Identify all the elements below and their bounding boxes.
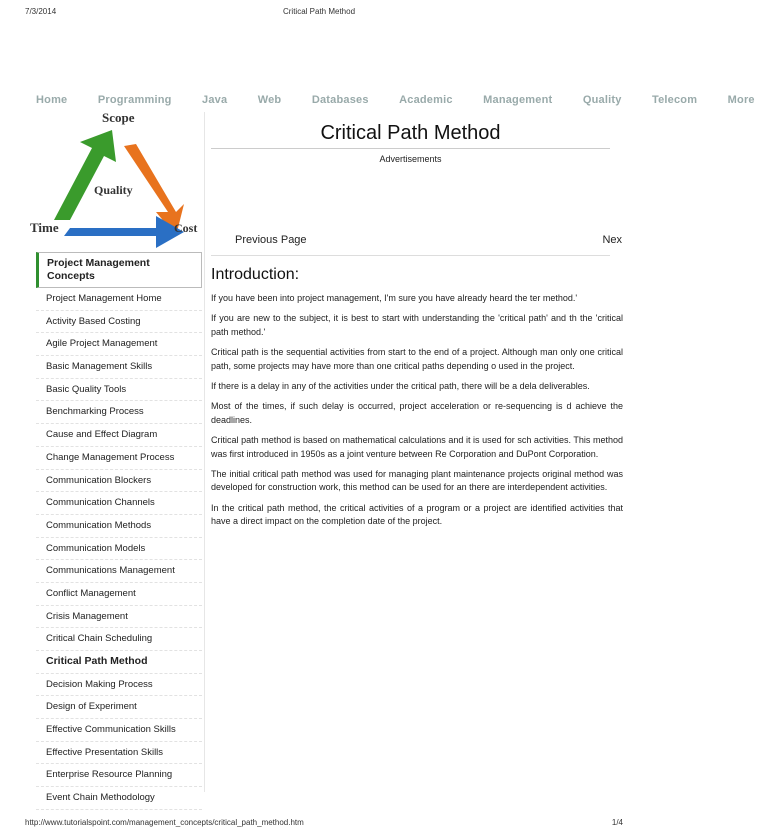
logo-quality-label: Quality xyxy=(94,183,133,197)
sidebar xyxy=(36,252,202,810)
nav-quality[interactable]: Quality xyxy=(582,94,622,106)
nav-java[interactable]: Java xyxy=(202,94,228,106)
advertisements-label: Advertisements xyxy=(379,154,442,164)
sidebar-title: Project Management Concepts xyxy=(36,252,202,288)
sidebar-item[interactable]: Project Management Home xyxy=(36,288,202,311)
top-navigation xyxy=(36,90,755,106)
sidebar-list xyxy=(36,288,202,810)
nav-management[interactable]: Management xyxy=(483,94,553,106)
paragraph: In the critical path method, the critical activities of a program or a project are identified activities that have a direct impact on the completion date of the project. xyxy=(211,502,623,527)
sidebar-divider xyxy=(204,112,205,792)
article-body xyxy=(211,292,623,536)
previous-page-link[interactable]: Previous Page xyxy=(235,234,307,246)
nav-telecom[interactable]: Telecom xyxy=(651,94,698,106)
sidebar-item[interactable]: Cause and Effect Diagram xyxy=(36,424,202,447)
logo-cost-label: Cost xyxy=(174,221,198,235)
sidebar-item[interactable]: Decision Making Process xyxy=(36,674,202,697)
project-management-triangle-logo[interactable] xyxy=(24,108,204,248)
sidebar-item[interactable]: Communication Methods xyxy=(36,515,202,538)
paragraph: Critical path is the sequential activities from start to the end of a project. Although man only one critical path, some projects may have more than one critical paths depending o used in the project. xyxy=(211,347,623,371)
sidebar-item[interactable]: Effective Communication Skills xyxy=(36,719,202,742)
sidebar-item[interactable]: Conflict Management xyxy=(36,583,202,606)
sidebar-item[interactable]: Enterprise Resource Planning xyxy=(36,764,202,787)
paragraph: Most of the times, if such delay is occurred, project acceleration or re-sequencing is d achieve the deadlines. xyxy=(211,401,623,425)
main-content xyxy=(211,112,623,802)
sidebar-item-active[interactable]: Critical Path Method xyxy=(36,651,202,674)
sidebar-item[interactable]: Basic Management Skills xyxy=(36,356,202,379)
paragraph: If you have been into project management, I'm sure you have already heard the ter method.' xyxy=(211,293,578,303)
nav-academic[interactable]: Academic xyxy=(399,94,453,106)
nav-home[interactable]: Home xyxy=(36,94,68,106)
sidebar-item[interactable]: Critical Chain Scheduling xyxy=(36,628,202,651)
nav-databases[interactable]: Databases xyxy=(311,94,369,106)
sidebar-item[interactable]: Activity Based Costing xyxy=(36,311,202,334)
sidebar-item[interactable]: Communication Models xyxy=(36,538,202,561)
sidebar-item[interactable]: Design of Experiment xyxy=(36,696,202,719)
sidebar-item[interactable]: Communication Blockers xyxy=(36,470,202,493)
sidebar-item[interactable]: Agile Project Management xyxy=(36,333,202,356)
sidebar-item[interactable]: Event Chain Methodology xyxy=(36,787,202,810)
sidebar-item[interactable]: Crisis Management xyxy=(36,606,202,629)
paragraph: If you are new to the subject, it is best to start with understanding the 'critical path' and th the 'critical path method.' xyxy=(211,313,623,337)
print-url: http://www.tutorialspoint.com/management_concepts/critical_path_method.htm xyxy=(25,818,304,827)
logo-time-label: Time xyxy=(30,220,59,235)
sidebar-item[interactable]: Effective Presentation Skills xyxy=(36,742,202,765)
sidebar-item[interactable]: Basic Quality Tools xyxy=(36,379,202,402)
triangle-arrows-icon xyxy=(24,108,204,248)
sidebar-item[interactable]: Communication Channels xyxy=(36,492,202,515)
nav-web[interactable]: Web xyxy=(257,94,282,106)
sidebar-item[interactable]: Benchmarking Process xyxy=(36,401,202,424)
logo-scope-label: Scope xyxy=(102,110,135,125)
page-title: Critical Path Method xyxy=(320,122,501,144)
sidebar-item[interactable]: Change Management Process xyxy=(36,447,202,470)
sidebar-item[interactable]: Communications Management xyxy=(36,560,202,583)
title-divider xyxy=(211,148,610,149)
pager-divider xyxy=(211,255,610,256)
print-page-number: 1/4 xyxy=(611,818,623,827)
paragraph: The initial critical path method was used for managing plant maintenance projects original method was developed for construction work, this method can be used for an there are interdependent activities. xyxy=(211,469,623,493)
nav-more[interactable]: More xyxy=(727,94,755,106)
nav-programming[interactable]: Programming xyxy=(97,94,172,106)
print-date: 7/3/2014 xyxy=(25,7,57,16)
section-title: Introduction: xyxy=(211,266,300,283)
paragraph: Critical path method is based on mathematical calculations and it is used for sch activities. This method was first introduced in 1950s as a joint venture between Re Corporation and DuPont Corporation. xyxy=(211,435,623,459)
paragraph: If there is a delay in any of the activities under the critical path, there will be a dela deliverables. xyxy=(211,381,590,392)
print-title: Critical Path Method xyxy=(282,7,356,16)
next-page-link[interactable]: Nex xyxy=(602,234,622,246)
